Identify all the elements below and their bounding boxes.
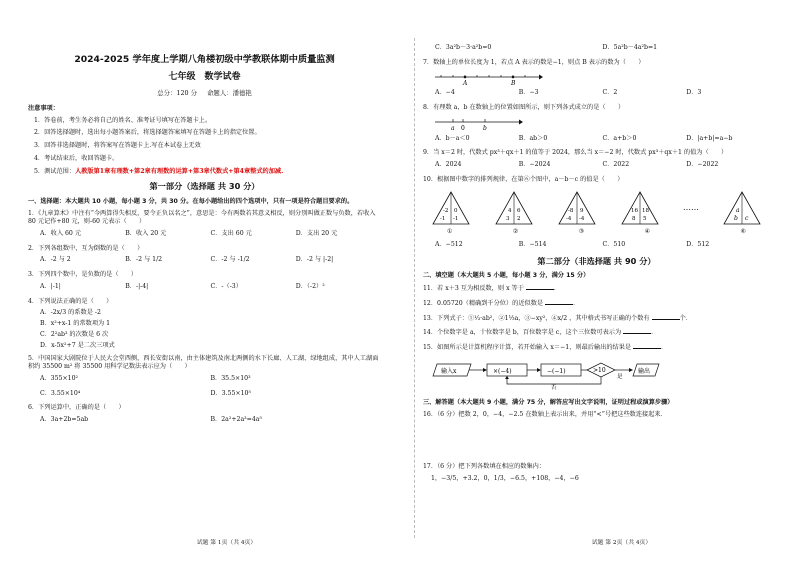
q8-options [423,135,770,143]
option[interactable]: C．3a²b－3·a²b=0 [435,44,492,51]
flow-output: 输出 [638,367,651,375]
tri-left: 8 [632,215,636,222]
option[interactable]: D．512 [686,241,710,249]
option[interactable]: A．3a+2b=5ab [40,416,89,423]
flow-subtract: −(−1) [547,367,566,375]
option[interactable]: D．-2 与 |-2| [295,256,334,264]
q12-text: 12．0.05720（精确到千分位）的近似数是 [423,299,544,307]
option[interactable]: C．2022 [602,161,630,168]
tri-top: -8 [568,207,574,214]
tri-bottom: c [745,214,749,222]
tri-bottom: -4 [579,215,585,222]
q8-number-line [433,116,523,132]
option[interactable]: A．−4 [435,89,455,97]
triangle-figure [494,190,534,226]
q7-options [423,89,770,97]
question-1: 1．《九章算术》中注有“今两算得失相反，要令正负以名之”，意思是：今有两数若其意义相反，则分别叫做正数与负数，若收入 80 元记作+80 元，则-60 元表示（ ） [28,210,376,225]
scope-value: 人教版第1章有理数+第2章有理数的运算+第3章代数式+第4章整式的加减. [75,167,284,175]
option[interactable]: C．2²ab³ 的次数是 6 次 [40,330,109,338]
option[interactable]: A．|-1| [40,282,61,290]
option[interactable]: A．b－a＜0 [435,134,470,142]
part1-instruction: 一、选择题：本大题共 10 小题，每小题 3 分，共 30 分。在每小题给出的四个选项中，只有一项是符合题目要求的。 [28,197,354,205]
q3-options [28,283,381,291]
option[interactable]: B．−514 [518,241,547,249]
tri-top: a [736,206,740,214]
exam-title: 2024-2025 学年度上学期八角楼初级中学教联体期中质量监测 [74,54,335,65]
exam-subtitle: 七年级 数学试卷 [168,71,241,82]
option[interactable]: A．2024 [435,161,462,168]
figure-label: ④ [644,227,651,235]
option[interactable]: B．-2 与 1/2 [125,256,163,264]
tri-right: 6 [517,207,521,214]
question-2: 2．下列各组数中，互为倒数的是（ ） [28,244,144,252]
note-item: 2．回答选择题时，选出每小题答案后，将选择题答案填写在答题卡上的指定位置。 [34,129,261,137]
right-page [397,0,794,561]
q7-label-a: A [463,79,468,87]
option[interactable]: A．−512 [435,241,463,249]
option[interactable]: C．a+b＞0 [602,134,637,142]
tri-bottom: 5 [643,215,647,222]
q6-options-row1 [28,416,381,424]
part2-title: 第二部分（非选择题 共 90 分） [537,256,656,266]
tri-left: 3 [506,215,510,222]
flow-condition: >10 [593,366,606,374]
tri-right: 0 [454,207,458,214]
q14-text: 14．个位数字是 a，十位数字是 b，百位数字是 c，这个三位数可表示为 [423,329,622,337]
option[interactable]: D．|a+b|=a−b [686,134,733,142]
q13-tail: 个． [679,314,692,322]
q2-options [28,256,381,264]
option[interactable]: B．35.5×10³ [210,374,251,382]
note-item: 4．考试结束后，收回答题卡。 [34,154,119,162]
question-7: 7．数轴上的单位长度为 1，若点 A 表示的数是−1，则点 B 表示的数为（ ） [423,58,645,66]
option[interactable]: D．3.55×10⁵ [210,389,251,397]
question-13 [423,315,770,323]
tri-top: 16 [631,207,638,214]
option[interactable]: D．−2022 [686,161,719,168]
option[interactable]: B．收入 20 元 [125,229,167,237]
q1-options [28,230,381,238]
question-4: 4．下列说法正确的是（ ） [28,297,113,305]
option[interactable]: B．-|-4| [125,282,149,290]
option[interactable]: B．ab＞0 [518,134,548,142]
answer-blank[interactable] [633,348,661,349]
figure-label: ⑥ [740,227,746,235]
tri-left: -1 [440,215,446,222]
notes-heading: 注意事项： [28,104,59,112]
answer-blank[interactable] [652,319,680,320]
tri-right: 18 [642,207,649,214]
tri-top: 4 [508,207,512,214]
q15-text: 15．如图所示是计算机程序计算，若开始输入 x＝−1，则最后输出的结果是 [423,344,632,351]
ellipsis: …… [683,202,699,212]
option[interactable]: D．3 [686,89,702,97]
exam-meta [28,89,381,97]
option[interactable]: A．收入 60 元 [40,229,82,237]
tri-left: b [734,214,738,222]
option[interactable]: A．-2 与 2 [40,256,71,264]
q9-options [423,161,770,169]
q13-text: 13．下列式子：①¹⁄₃·ab²，②1⅓a，③−xy²，④x/2 ，其中格式书写正确的个数有 [423,314,650,322]
option[interactable]: A．355×10² [40,374,79,382]
q6-options-row2 [423,44,770,52]
option[interactable]: D．x-5x²+7 是二次三项式 [40,341,115,349]
triangle-figure [431,190,471,226]
tri-bottom: 2 [517,215,521,222]
total-score: 总分：120 分 [157,88,197,97]
solve-instruction: 三、解答题（本大题共 9 小题，满分 75 分，解答应写出文字说明，证明过程或演算步骤） [423,398,674,406]
option[interactable]: D．5a²b－4a²b=1 [602,44,658,51]
q17-numbers: 1，−3/5，+3.2，0，1/3，−6.5，+108，−4，−6 [431,474,579,482]
tri-right: 9 [580,207,584,214]
tri-left: -4 [566,215,572,222]
flow-input: 输入x [441,367,457,375]
option[interactable]: D．支出 20 元 [295,229,338,237]
answer-blank[interactable] [545,304,573,305]
q8-label-b: b [483,124,487,132]
option[interactable]: D．（-2）² [295,282,325,290]
q11-text: 11．若 x＋3 互为相反数，则 x 等于 [423,285,524,292]
flow-yes: 是 [617,373,623,380]
question-6: 6．下列运算中，正确的是（ ） [28,404,125,412]
flow-no: 否 [551,384,557,390]
figure-label: ① [447,227,453,235]
triangle-figure [557,190,597,226]
option[interactable]: B．−2024 [518,161,551,168]
triangle-figure [722,190,762,226]
q10-triangle-row [423,188,770,226]
option[interactable]: C．3.55×10⁴ [40,389,81,397]
answer-space[interactable] [423,423,770,463]
q5-options-row1 [28,375,381,383]
question-16: 16．（6 分）把数 2，0，−4，−2.5 在数轴上表示出来，并用“<”号把这些数连接起来． [423,411,667,419]
flow-multiply: ×(−4) [493,367,512,375]
option[interactable]: C．支出 60 元 [210,229,252,237]
question-17: 17．（6 分）把下列各数填在相应的数集内： [423,463,546,470]
question-9: 9．当 x＝2 时，代数式 px³＋qx＋1 的值等于 2024，那么当 x＝−2 时，代数式 px³＋qx＋1 的值为（ ） [423,149,728,157]
author: 命题人：潘德艳 [207,88,252,97]
option[interactable]: B．2a²+2a³=4a⁵ [210,416,262,423]
q10-figure-labels [423,228,770,236]
part1-title: 第一部分（选择题 共 30 分） [149,181,260,192]
q8-label-a: a [451,124,455,132]
figure-label: ② [512,227,519,235]
question-10: 10．根据图中数字的排列规律，在第⑥个图中，a－b－c 的值是（ ） [423,175,624,183]
q15-flowchart [431,360,661,390]
page-footer-right: 试题 第 2页（共 4页） [591,539,652,546]
question-11: 11．若 x＋3 互为相反数，则 x 等于 ． [423,285,561,292]
q5-options-row2 [28,390,381,398]
option[interactable]: B．x²+x-1 的常数项为 1 [40,320,111,327]
option[interactable]: C．-（-3） [210,282,242,290]
note-item: 3．回答非选择题时，将答案写在答题卡上.写在本试卷上无效 [34,142,201,149]
scope-label: 5．测试范围： [34,167,76,175]
figure-label: ③ [578,227,585,235]
note-item: 1．答卷前，考生务必将自己的姓名、准考证号填写在答题卡上。 [34,116,212,124]
question-14: 14．个位数字是 a，十位数字是 b，百位数字是 c，这个三位数可表示为 ． [423,329,658,337]
tri-bottom: -1 [453,215,459,222]
option[interactable]: C．-2 与 -1/2 [210,256,250,264]
question-3: 3．下列四个数中，是负数的是（ ） [28,271,138,278]
q7-label-b: B [511,79,516,87]
fill-instruction: 二、填空题（本大题共 5 小题，每小题 3 分，满分 15 分） [423,272,590,280]
question-5: 5．中国国家大剧院位于人民大会堂西侧，西长安街以南，由主体建筑及南北两侧的水下长廊、人工湖、绿地组成，其中人工湖面积约 35500 m² 将 35500 用科学记数法表示应为（ ） [28,355,379,370]
option[interactable]: C．510 [602,241,626,249]
option[interactable]: A．-2x/3 的系数是 -2 [40,309,101,317]
answer-blank[interactable] [623,333,651,334]
note-scope [28,168,381,176]
option[interactable]: B．−3 [518,89,539,97]
triangle-figure [620,190,660,226]
q7-number-line [433,71,543,87]
question-15: 15．如图所示是计算机程序计算，若开始输入 x＝−1，则最后输出的结果是 ． [423,344,668,351]
option[interactable]: C．2 [602,89,618,97]
q8-label-zero: 0 [461,124,465,132]
answer-blank[interactable] [526,289,554,290]
tri-top: -2 [443,207,449,214]
question-12: 12．0.05720（精确到千分位）的近似数是 ． [423,299,580,307]
q10-options [423,241,770,249]
page-footer-left: 试题 第 1页（共 4页） [196,539,257,546]
question-8: 8．有理数 a，b 在数轴上的位置如图所示，则下列各式成立的是（ ） [423,104,625,111]
